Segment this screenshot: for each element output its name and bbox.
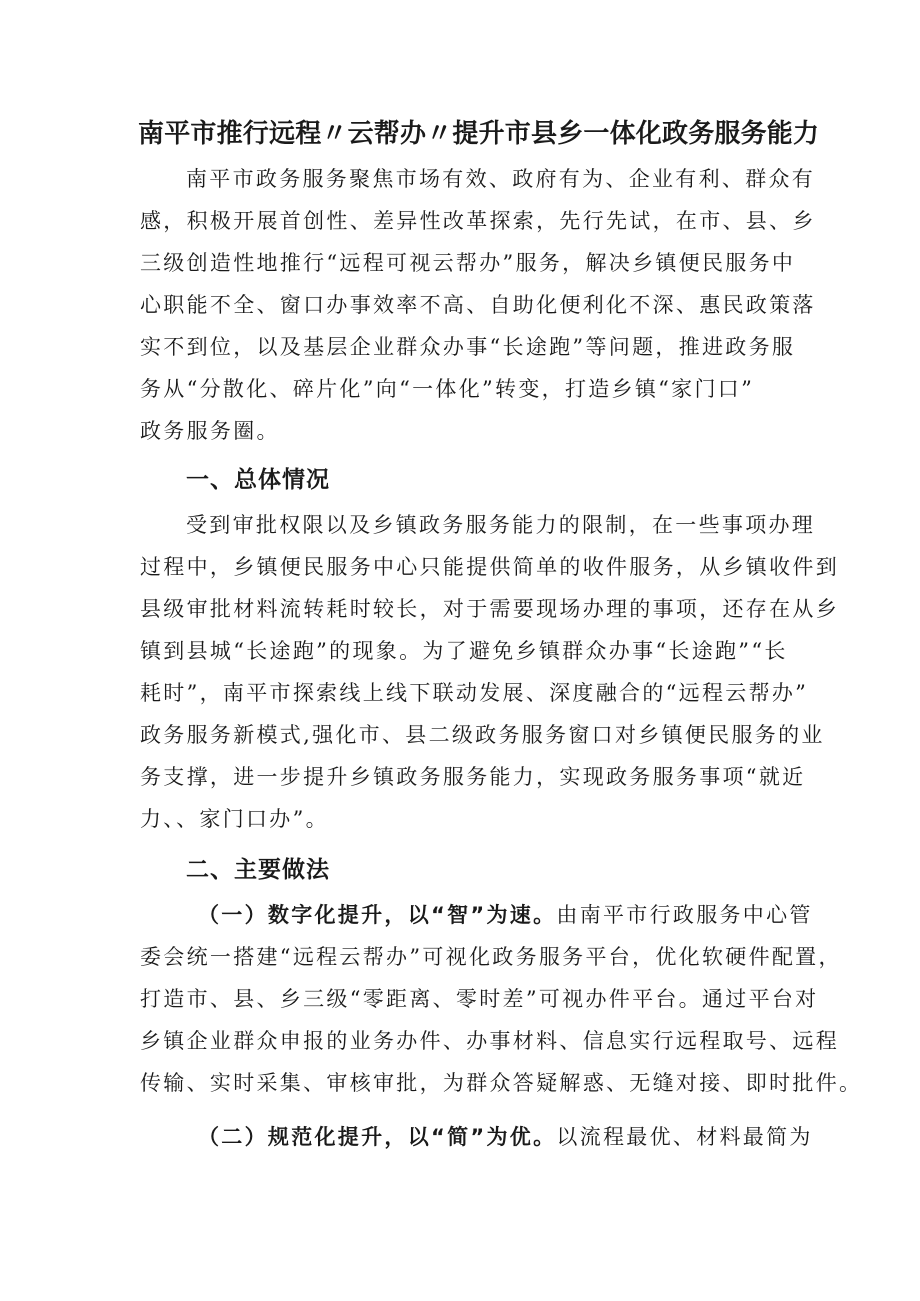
paragraph-line: 耗时”，南平市探索线上线下联动发展、深度融合的“远程云帮办”	[140, 681, 809, 705]
paragraph-line: 感，积极开展首创性、差异性改革探索，先行先试，在市、县、乡	[140, 209, 816, 233]
paragraph-line: 政务服务新模式,强化市、县二级政务服务窗口对乡镇便民服务的业	[140, 723, 825, 747]
overview-paragraph	[140, 504, 839, 840]
paragraph-line: 力、、家门口办”。	[140, 807, 329, 831]
paragraph-line: 受到审批权限以及乡镇政务服务能力的限制，在一些事项办理	[186, 513, 816, 537]
paragraph-line: 镇到县城“长途跑”的现象。为了避免乡镇群众办事“长途跑”“长	[140, 639, 788, 663]
document-title: 南平市推行远程〃云帮办〃提升市县乡一体化政务服务能力	[138, 119, 820, 149]
intro-paragraph	[140, 158, 816, 452]
paragraph-line: 南平市政务服务聚焦市场有效、政府有为、企业有利、群众有	[186, 167, 816, 191]
paragraph-line: 心职能不全、窗口办事效率不高、自助化便利化不深、惠民政策落	[140, 293, 816, 317]
item2-paragraph	[140, 1116, 813, 1158]
paragraph-line	[140, 1116, 813, 1158]
paragraph-line: 打造市、县、乡三级“零距离、零时差”可视办件平台。通过平台对	[140, 987, 819, 1011]
item-lead: （二）规范化提升，以“简”为优。	[198, 1125, 557, 1149]
paragraph-line: 传输、实时采集、审核审批，为群众答疑解惑、无缝对接、即时批件。	[140, 1071, 863, 1095]
item-lead: （一）数字化提升，以“智”为速。	[198, 903, 557, 927]
paragraph-line: 务支撑，进一步提升乡镇政务服务能力，实现政务服务事项“就近	[140, 765, 806, 789]
item-lead-rest: 以流程最优、材料最简为	[556, 1125, 813, 1149]
item-lead-rest: 由南平市行政服务中心管	[556, 903, 813, 927]
paragraph-line: 三级创造性地推行“远程可视云帮办”服务，解决乡镇便民服务中	[140, 251, 796, 275]
paragraph-line: 县级审批材料流转耗时较长，对于需要现场办理的事项，还存在从乡	[140, 597, 839, 621]
paragraph-line: 务从“分散化、碎片化”向“一体化”转变，打造乡镇“家门口”	[140, 377, 755, 401]
paragraph-line: 委会统一搭建“远程云帮办”可视化政务服务平台，优化软硬件配置，	[140, 945, 842, 969]
paragraph-line: 乡镇企业群众申报的业务办件、办事材料、信息实行远程取号、远程	[140, 1029, 839, 1053]
paragraph-line: 实不到位，以及基层企业群众办事“长途跑”等问题，推进政务服	[140, 335, 796, 359]
section-heading-overview: 一、总体情况	[186, 467, 330, 493]
section-heading-practices: 二、主要做法	[186, 857, 330, 883]
paragraph-line: 政务服务圈。	[140, 419, 280, 443]
item1-paragraph	[140, 894, 863, 1104]
paragraph-line: 过程中，乡镇便民服务中心只能提供简单的收件服务，从乡镇收件到	[140, 555, 839, 579]
paragraph-line	[140, 894, 813, 936]
